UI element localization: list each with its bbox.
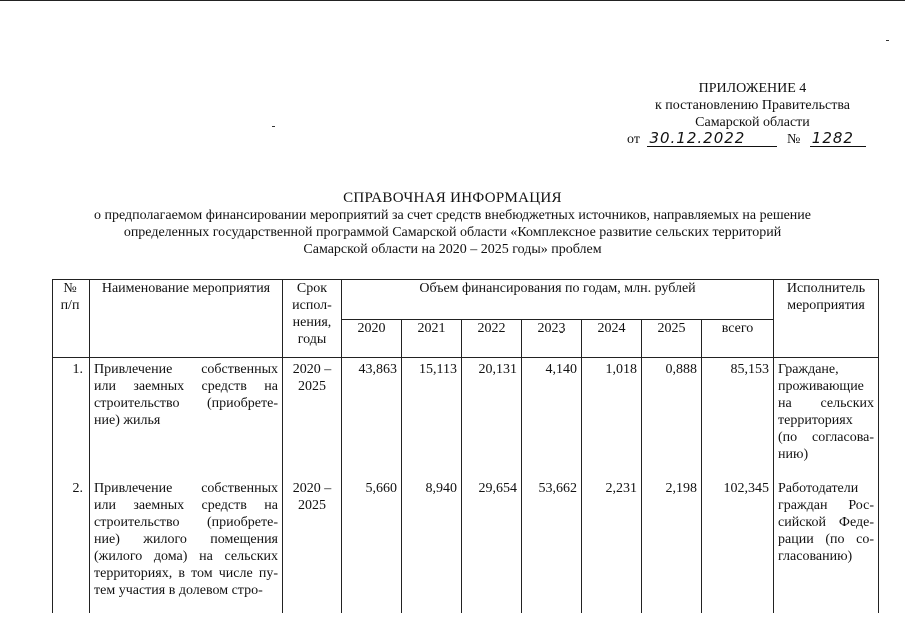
header-num: № п/п <box>53 280 90 358</box>
row-num: 2. <box>53 477 90 613</box>
header-name: Наименование мероприятия <box>90 280 283 358</box>
title-main: СПРАВОЧНАЯ ИНФОРМАЦИЯ <box>343 190 562 206</box>
row-value: 0,888 <box>642 358 702 478</box>
row-value: 43,863 <box>342 358 402 478</box>
table-row <box>53 477 879 613</box>
scan-top-edge <box>0 0 905 1</box>
title-line-3: Самарской области на 2020 – 2025 годы» проблем <box>303 242 602 257</box>
header-year: 2024 <box>582 320 642 358</box>
row-value: 4,140 <box>522 358 582 478</box>
funding-table <box>52 279 879 613</box>
title-line-1: о предполагаемом финансировании мероприятий за счет средств внебюджетных источников, направляемых на решение <box>93 208 812 223</box>
row-total: 102,345 <box>702 477 774 613</box>
row-term: 2020 – 2025 <box>283 358 342 478</box>
row-value: 20,131 <box>462 358 522 478</box>
row-value: 2,231 <box>582 477 642 613</box>
appendix-header <box>655 80 850 131</box>
title-line-2: определенных государственной программой Самарской области «Комплексное развитие сельских территорий <box>123 225 782 240</box>
row-name: Привлечение собственных или заемных средств на строительство (приобрете-ние) жилья <box>90 358 283 478</box>
row-executor: Работодатели граждан Рос-сийской Феде-рации (по со-гласованию) <box>774 477 879 613</box>
scan-speck <box>272 126 275 127</box>
appendix-date-line <box>627 131 866 149</box>
row-term: 2020 – 2025 <box>283 477 342 613</box>
number-prefix: № <box>786 132 801 147</box>
document-title <box>0 190 905 258</box>
appendix-resolution: к постановлению Правительства <box>654 98 850 113</box>
header-executor: Исполнитель мероприятия <box>774 280 879 358</box>
header-year: 2020 <box>342 320 402 358</box>
header-term: Срок испол-нения, годы <box>283 280 342 358</box>
row-value: 8,940 <box>402 477 462 613</box>
header-total: всего <box>702 320 774 358</box>
header-year: 2023 <box>522 320 582 358</box>
scan-speck <box>886 40 889 41</box>
date-prefix: от <box>627 132 640 147</box>
appendix-label: ПРИЛОЖЕНИЕ 4 <box>698 81 807 96</box>
row-value: 2,198 <box>642 477 702 613</box>
appendix-region: Самарской области <box>695 115 810 130</box>
row-value: 5,660 <box>342 477 402 613</box>
header-year: 2022 <box>462 320 522 358</box>
handwritten-number: 1282 <box>810 131 866 147</box>
header-year: 2025 <box>642 320 702 358</box>
handwritten-date: 30.12.2022 <box>647 131 777 147</box>
row-total: 85,153 <box>702 358 774 478</box>
table-row <box>53 358 879 478</box>
row-value: 1,018 <box>582 358 642 478</box>
row-value: 53,662 <box>522 477 582 613</box>
row-num: 1. <box>53 358 90 478</box>
row-executor: Граждане, проживающие на сельских территориях (по согласова-нию) <box>774 358 879 478</box>
row-value: 29,654 <box>462 477 522 613</box>
row-value: 15,113 <box>402 358 462 478</box>
header-funding: Объем финансирования по годам, млн. рублей <box>342 280 774 320</box>
row-name: Привлечение собственных или заемных средств на строительство (приобрете-ние) жилого помещения (жилого дома) на сельских территориях, в том числе пу-тем участия в долевом стро- <box>90 477 283 613</box>
header-year: 2021 <box>402 320 462 358</box>
